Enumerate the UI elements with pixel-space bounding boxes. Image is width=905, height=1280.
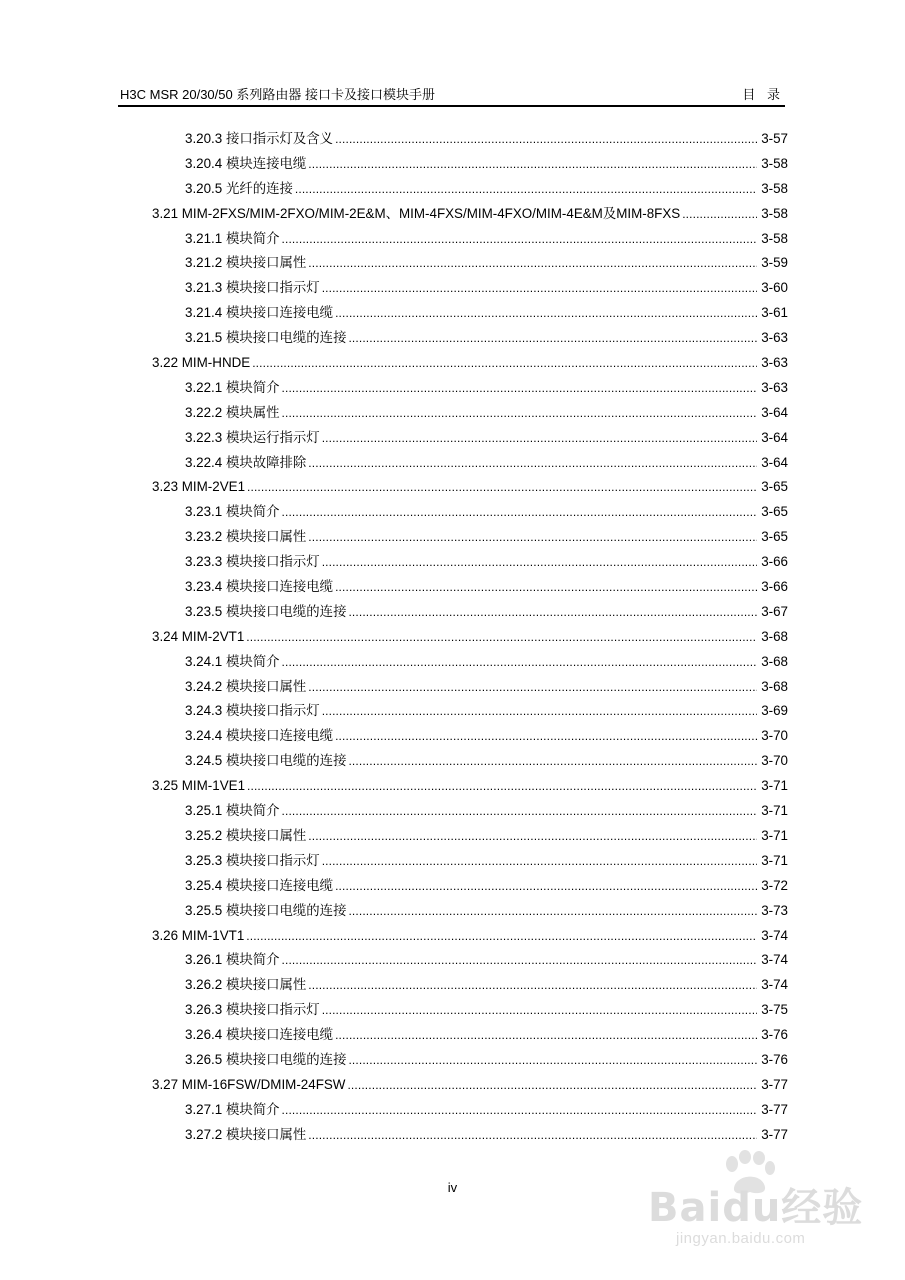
toc-leader-dots: [282, 376, 758, 401]
toc-entry-title: 3.25.3 模块接口指示灯: [185, 852, 320, 868]
toc-entry-title: 3.23.2 模块接口属性: [185, 529, 307, 545]
toc-entry-page: 3-63: [761, 330, 788, 346]
toc-entry[interactable]: [152, 227, 788, 252]
toc-entry-title: 3.26 MIM-1VT1: [152, 927, 245, 943]
toc-entry-title: 3.25.1 模块简介: [185, 803, 280, 819]
toc-entry-title: 3.21.2 模块接口属性: [185, 255, 307, 271]
toc-entry-title: 3.26.4 模块接口连接电缆: [185, 1027, 334, 1043]
toc-entry[interactable]: [152, 650, 788, 675]
toc-entry[interactable]: [152, 251, 788, 276]
toc-entry-page: 3-77: [761, 1101, 788, 1117]
toc-entry-page: 3-68: [761, 628, 788, 644]
toc-entry[interactable]: [152, 998, 788, 1023]
toc-entry[interactable]: [152, 177, 788, 202]
toc-leader-dots: [335, 874, 757, 899]
toc-entry[interactable]: [152, 326, 788, 351]
toc-entry-page: 3-71: [761, 852, 788, 868]
toc-entry-page: 3-61: [761, 305, 788, 321]
toc-entry-title: 3.23.4 模块接口连接电缆: [185, 579, 334, 595]
toc-entry-title: 3.20.3 接口指示灯及含义: [185, 131, 334, 146]
toc-leader-dots: [348, 600, 757, 625]
toc-entry[interactable]: [152, 625, 788, 650]
toc-entry[interactable]: [152, 550, 788, 575]
toc-leader-dots: [682, 202, 757, 227]
toc-leader-dots: [308, 525, 757, 550]
toc-entry-page: 3-60: [761, 280, 788, 296]
toc-leader-dots: [282, 1098, 758, 1123]
toc-leader-dots: [308, 451, 757, 476]
toc-entry[interactable]: [152, 575, 788, 600]
toc-entry[interactable]: [152, 202, 788, 227]
toc-entry[interactable]: [152, 724, 788, 749]
toc-entry-title: 3.21.5 模块接口电缆的连接: [185, 330, 347, 346]
toc-leader-dots: [282, 227, 758, 252]
toc-entry[interactable]: [152, 948, 788, 973]
toc-entry-title: 3.25 MIM-1VE1: [152, 778, 246, 794]
toc-entry-title: 3.22.4 模块故障排除: [185, 454, 307, 470]
toc-leader-dots: [322, 998, 758, 1023]
toc-entry-title: 3.23.1 模块简介: [185, 504, 280, 520]
toc-leader-dots: [322, 550, 758, 575]
page-header: [120, 86, 784, 104]
toc-leader-dots: [308, 973, 757, 998]
toc-entry-page: 3-58: [761, 180, 788, 196]
toc-entry[interactable]: [152, 500, 788, 525]
toc-leader-dots: [335, 575, 757, 600]
toc-entry-page: 3-70: [761, 753, 788, 769]
watermark-brand: Baidu经验: [648, 1185, 864, 1231]
toc-leader-dots: [308, 152, 757, 177]
toc-entry[interactable]: [152, 600, 788, 625]
toc-leader-dots: [308, 675, 757, 700]
toc-leader-dots: [322, 699, 758, 724]
toc-leader-dots: [295, 177, 757, 202]
toc-entry-page: 3-58: [761, 205, 788, 221]
toc-leader-dots: [247, 774, 757, 799]
toc-entry-title: 3.20.5 光纤的连接: [185, 180, 293, 196]
toc-leader-dots: [282, 500, 758, 525]
toc-entry-title: 3.23.5 模块接口电缆的连接: [185, 603, 347, 619]
toc-entry-title: 3.24.3 模块接口指示灯: [185, 703, 320, 719]
toc-entry[interactable]: [152, 1098, 788, 1123]
toc-leader-dots: [246, 625, 757, 650]
toc-entry-page: 3-68: [761, 653, 788, 669]
toc-entry-page: 3-65: [761, 479, 788, 495]
toc-entry-title: 3.25.5 模块接口电缆的连接: [185, 902, 347, 918]
toc-leader-dots: [247, 475, 757, 500]
toc-entry-title: 3.21.3 模块接口指示灯: [185, 280, 320, 296]
watermark: [640, 1150, 880, 1250]
toc-leader-dots: [322, 426, 758, 451]
toc-leader-dots: [335, 127, 757, 152]
toc-entry-title: 3.26.3 模块接口指示灯: [185, 1002, 320, 1018]
toc-leader-dots: [335, 1023, 757, 1048]
toc-entry-title: 3.24.5 模块接口电缆的连接: [185, 753, 347, 769]
toc-entry[interactable]: [152, 127, 788, 152]
toc-entry-title: 3.22.3 模块运行指示灯: [185, 429, 320, 445]
toc-entry-title: 3.23 MIM-2VE1: [152, 479, 246, 495]
toc-entry[interactable]: [152, 675, 788, 700]
toc-entry[interactable]: [152, 824, 788, 849]
toc-entry-page: 3-65: [761, 529, 788, 545]
toc-entry-page: 3-65: [761, 504, 788, 520]
toc-entry-page: 3-71: [761, 827, 788, 843]
toc-entry-page: 3-71: [761, 803, 788, 819]
toc-entry-page: 3-76: [761, 1051, 788, 1067]
toc-entry-page: 3-74: [761, 952, 788, 968]
toc-entry-page: 3-63: [761, 355, 788, 371]
toc-leader-dots: [282, 650, 758, 675]
toc-leader-dots: [322, 849, 758, 874]
toc-entry-title: 3.26.2 模块接口属性: [185, 977, 307, 993]
toc-entry-title: 3.21 MIM-2FXS/MIM-2FXO/MIM-2E&M、MIM-4FXS/MIM-4FXO/MIM-4E&M及MIM-8FXS: [152, 205, 681, 221]
toc-entry[interactable]: [152, 301, 788, 326]
toc-entry-page: 3-68: [761, 678, 788, 694]
toc-entry[interactable]: [152, 152, 788, 177]
toc-entry-page: 3-76: [761, 1027, 788, 1043]
toc-entry-title: 3.24.1 模块简介: [185, 653, 280, 669]
toc-entry[interactable]: [152, 874, 788, 899]
header-title: H3C MSR 20/30/50 系列路由器 接口卡及接口模块手册: [120, 87, 435, 102]
toc-entry[interactable]: [152, 1073, 788, 1098]
toc-entry[interactable]: [152, 749, 788, 774]
toc-entry-title: 3.22.1 模块简介: [185, 379, 280, 395]
toc-entry-title: 3.22.2 模块属性: [185, 404, 280, 420]
header-section: 目 录: [742, 87, 784, 102]
toc-entry[interactable]: [152, 924, 788, 949]
toc-entry-title: 3.27.2 模块接口属性: [185, 1126, 307, 1142]
toc-entry[interactable]: [152, 849, 788, 874]
toc-entry-page: 3-69: [761, 703, 788, 719]
toc-leader-dots: [347, 1073, 757, 1098]
toc-entry-title: 3.22 MIM-HNDE: [152, 355, 251, 371]
toc-entry-title: 3.25.4 模块接口连接电缆: [185, 877, 334, 893]
toc-entry-title: 3.24.4 模块接口连接电缆: [185, 728, 334, 744]
toc-entry[interactable]: [152, 799, 788, 824]
toc-leader-dots: [348, 899, 757, 924]
toc-leader-dots: [335, 301, 757, 326]
toc-leader-dots: [252, 351, 757, 376]
toc-entry-page: 3-74: [761, 977, 788, 993]
toc-leader-dots: [308, 251, 757, 276]
table-of-contents: [152, 127, 788, 1148]
toc-leader-dots: [335, 724, 757, 749]
toc-entry-page: 3-77: [761, 1076, 788, 1092]
toc-leader-dots: [348, 749, 757, 774]
toc-entry[interactable]: [152, 699, 788, 724]
toc-entry-title: 3.20.4 模块连接电缆: [185, 155, 307, 171]
toc-entry-page: 3-66: [761, 554, 788, 570]
toc-entry-page: 3-74: [761, 927, 788, 943]
toc-leader-dots: [246, 924, 757, 949]
toc-entry-title: 3.23.3 模块接口指示灯: [185, 554, 320, 570]
toc-entry-page: 3-75: [761, 1002, 788, 1018]
toc-leader-dots: [308, 1123, 757, 1148]
toc-entry[interactable]: [152, 1023, 788, 1048]
toc-entry[interactable]: [152, 451, 788, 476]
toc-entry-page: 3-59: [761, 255, 788, 271]
toc-leader-dots: [348, 326, 757, 351]
toc-entry[interactable]: [152, 1123, 788, 1148]
toc-entry-title: 3.27.1 模块简介: [185, 1101, 280, 1117]
toc-leader-dots: [308, 824, 757, 849]
toc-entry-page: 3-63: [761, 379, 788, 395]
toc-entry-page: 3-73: [761, 902, 788, 918]
toc-entry[interactable]: [152, 426, 788, 451]
toc-entry[interactable]: [152, 276, 788, 301]
page-number: iv: [447, 1180, 458, 1195]
toc-leader-dots: [282, 401, 758, 426]
toc-entry-page: 3-67: [761, 603, 788, 619]
toc-entry-title: 3.26.1 模块简介: [185, 952, 280, 968]
toc-entry[interactable]: [152, 376, 788, 401]
toc-entry[interactable]: [152, 973, 788, 998]
toc-leader-dots: [348, 1048, 757, 1073]
toc-entry[interactable]: [152, 1048, 788, 1073]
toc-entry[interactable]: [152, 401, 788, 426]
toc-entry[interactable]: [152, 475, 788, 500]
toc-entry[interactable]: [152, 774, 788, 799]
toc-entry-title: 3.24.2 模块接口属性: [185, 678, 307, 694]
watermark-url: jingyan.baidu.com: [676, 1230, 806, 1247]
toc-entry-page: 3-58: [761, 155, 788, 171]
toc-leader-dots: [282, 948, 758, 973]
toc-entry-page: 3-77: [761, 1126, 788, 1142]
toc-entry-title: 3.27 MIM-16FSW/DMIM-24FSW: [152, 1076, 346, 1092]
toc-entry-page: 3-66: [761, 579, 788, 595]
toc-entry[interactable]: [152, 525, 788, 550]
header-rule: [118, 105, 785, 107]
toc-entry-page: 3-64: [761, 404, 788, 420]
toc-leader-dots: [322, 276, 758, 301]
toc-entry-title: 3.26.5 模块接口电缆的连接: [185, 1051, 347, 1067]
toc-entry-title: 3.24 MIM-2VT1: [152, 628, 245, 644]
toc-entry-page: 3-64: [761, 454, 788, 470]
toc-entry-page: 3-64: [761, 429, 788, 445]
toc-entry-page: 3-70: [761, 728, 788, 744]
toc-leader-dots: [282, 799, 758, 824]
toc-entry-title: 3.21.1 模块简介: [185, 230, 280, 246]
toc-entry-title: 3.25.2 模块接口属性: [185, 827, 307, 843]
toc-entry[interactable]: [152, 899, 788, 924]
toc-entry-page: 3-58: [761, 230, 788, 246]
toc-entry-title: 3.21.4 模块接口连接电缆: [185, 305, 334, 321]
toc-entry-page: 3-71: [761, 778, 788, 794]
toc-entry-page: 3-72: [761, 877, 788, 893]
toc-entry-page: 3-57: [761, 131, 788, 146]
toc-entry[interactable]: [152, 351, 788, 376]
